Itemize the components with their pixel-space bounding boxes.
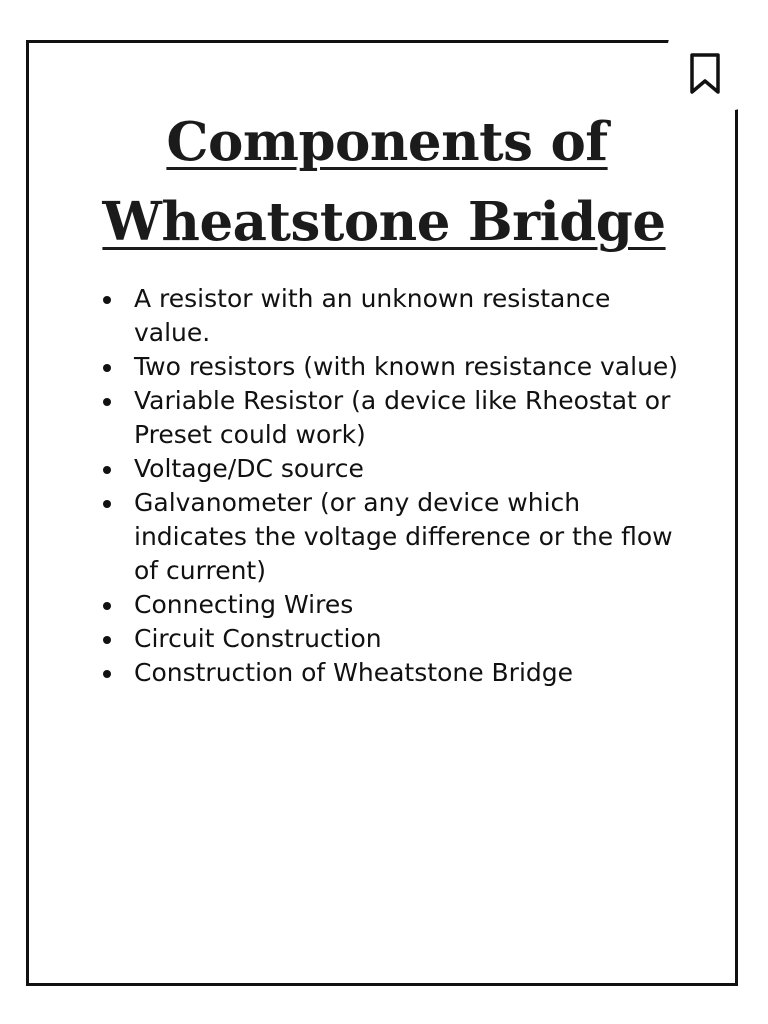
list-item <box>96 622 686 656</box>
list-item-text: A resistor with an unknown resistance value. <box>134 284 611 347</box>
list-item <box>96 384 686 452</box>
list-item <box>96 486 686 588</box>
list-item-text: Connecting Wires <box>134 590 354 619</box>
bullet-icon <box>103 466 111 474</box>
page-title <box>0 102 768 262</box>
bookmark-button[interactable] <box>668 34 744 110</box>
list-item-text: Two resistors (with known resistance value) <box>134 352 679 381</box>
bullet-icon <box>103 500 111 508</box>
bullet-icon <box>103 364 111 372</box>
list-item <box>96 656 686 690</box>
bullet-icon <box>103 296 111 304</box>
bullet-icon <box>103 398 111 406</box>
list-item-text: Construction of Wheatstone Bridge <box>134 658 574 687</box>
bullet-icon <box>103 670 111 678</box>
list-item-text: Voltage/DC source <box>134 454 364 483</box>
bullet-icon <box>103 602 111 610</box>
list-item <box>96 350 686 384</box>
list-item <box>96 282 686 350</box>
list-item-text: Circuit Construction <box>134 624 382 653</box>
title-line-2: Wheatstone Bridge <box>102 191 666 253</box>
title-line-1: Components of <box>166 111 608 173</box>
list-item-text: Galvanometer (or any device which indicates the voltage difference or the flow of current) <box>134 488 673 585</box>
list-item-text: Variable Resistor (a device like Rheostat or Preset could work) <box>134 386 671 449</box>
bookmark-icon[interactable] <box>688 52 722 96</box>
list-item <box>96 588 686 622</box>
bullet-icon <box>103 636 111 644</box>
list-item <box>96 452 686 486</box>
components-list <box>96 282 686 690</box>
